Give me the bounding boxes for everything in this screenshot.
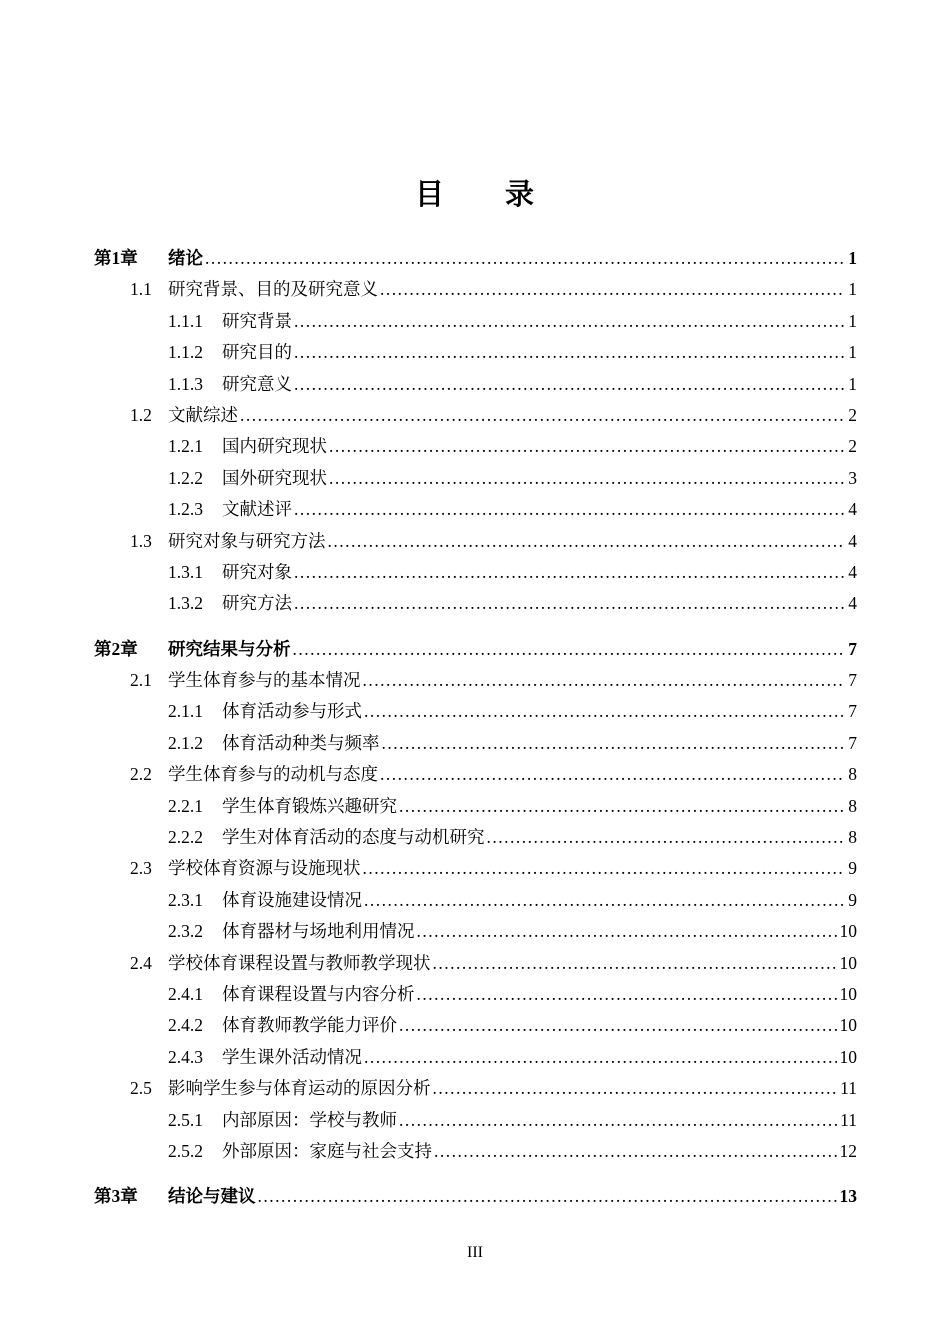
toc-entry-page: 10	[839, 983, 857, 1004]
toc-entry-number: 1.2	[130, 404, 152, 425]
toc-entry-page: 10	[839, 952, 857, 973]
toc-entry-label: 研究对象	[222, 561, 292, 582]
toc-entry	[94, 728, 857, 759]
toc-entry-number: 2.1.1	[168, 701, 203, 722]
dot-leader	[433, 1073, 838, 1104]
toc-entry	[94, 557, 857, 588]
toc-entry-page: 11	[840, 1078, 857, 1099]
toc-entry-number: 2.5	[130, 1078, 152, 1099]
toc-entry-number: 2.4	[130, 952, 152, 973]
toc-entry	[94, 588, 857, 619]
toc-entry-number: 2.3.2	[168, 921, 203, 942]
toc-entry	[94, 400, 857, 431]
dot-leader	[294, 306, 845, 337]
toc-entry-label: 研究背景	[222, 310, 292, 331]
toc-entry-label: 体育器材与场地利用情况	[222, 921, 415, 942]
dot-leader	[258, 1181, 837, 1212]
dot-leader	[380, 274, 845, 305]
toc-entry-label: 研究背景、目的及研究意义	[168, 279, 378, 300]
toc-entry	[94, 306, 857, 337]
toc-entry-page: 7	[848, 732, 857, 753]
toc-entry	[94, 494, 857, 525]
toc-entry	[94, 431, 857, 462]
toc-entry-label: 研究结果与分析	[168, 638, 291, 659]
toc-entry-page: 4	[848, 593, 857, 614]
toc-entry-page: 4	[848, 530, 857, 551]
toc-entry-number: 2.4.2	[168, 1015, 203, 1036]
toc-entry-label: 研究目的	[222, 342, 292, 363]
toc-entry	[94, 1105, 857, 1136]
dot-leader	[364, 696, 845, 727]
toc-entry	[94, 634, 857, 665]
dot-leader	[240, 400, 845, 431]
toc-entry	[94, 1042, 857, 1073]
toc-entry-page: 1	[848, 373, 857, 394]
toc-entry	[94, 979, 857, 1010]
toc-entry-page: 12	[839, 1140, 857, 1161]
toc-entry-number: 1.3.1	[168, 561, 203, 582]
toc-entry-number: 2.5.1	[168, 1109, 203, 1130]
dot-leader	[487, 822, 846, 853]
toc-entry-label: 研究方法	[222, 593, 292, 614]
toc-entry-number: 2.2.2	[168, 827, 203, 848]
toc-entry-label: 体育活动参与形式	[222, 701, 362, 722]
toc-entry-number: 1.1	[130, 279, 152, 300]
toc-entry	[94, 696, 857, 727]
dot-leader	[364, 885, 845, 916]
toc-entry-label: 学校体育课程设置与教师教学现状	[168, 952, 431, 973]
toc-entry-label: 学生体育参与的基本情况	[168, 670, 361, 691]
toc-entry-number: 2.3.1	[168, 889, 203, 910]
toc-entry-page: 13	[839, 1186, 857, 1207]
toc-entry-label: 研究意义	[222, 373, 292, 394]
toc-entry-number: 1.1.1	[168, 310, 203, 331]
dot-leader	[399, 1105, 837, 1136]
toc-entry-page: 1	[848, 310, 857, 331]
toc-entry-label: 绪论	[168, 248, 203, 268]
toc-entry-number: 第3章	[94, 1186, 138, 1207]
toc-entry-label: 体育活动种类与频率	[222, 732, 380, 753]
toc-entry-number: 2.1	[130, 670, 152, 691]
dot-leader	[417, 979, 837, 1010]
toc-entry-label: 学校体育资源与设施现状	[168, 858, 361, 879]
toc-entry-page: 7	[848, 701, 857, 722]
toc-entry-label: 学生体育参与的动机与态度	[168, 764, 378, 785]
dot-leader	[329, 463, 845, 494]
toc-entry	[94, 1010, 857, 1041]
toc-entry	[94, 526, 857, 557]
toc-entry-number: 2.3	[130, 858, 152, 879]
toc-entry	[94, 1073, 857, 1104]
toc-entry-label: 文献综述	[168, 404, 238, 425]
dot-leader	[329, 431, 845, 462]
toc-entry-number: 1.3.2	[168, 593, 203, 614]
dot-leader	[328, 526, 846, 557]
toc-entry	[94, 759, 857, 790]
toc-entry	[94, 885, 857, 916]
toc-entry-number: 2.2.1	[168, 795, 203, 816]
toc-entry-page: 8	[848, 795, 857, 816]
toc-entry-page: 1	[848, 248, 857, 268]
dot-leader	[294, 494, 845, 525]
toc-entry-label: 学生课外活动情况	[222, 1046, 362, 1067]
toc-entry-page: 1	[848, 342, 857, 363]
dot-leader	[294, 369, 845, 400]
page-title: 目 录	[414, 179, 535, 211]
toc-entry-page: 11	[840, 1109, 857, 1130]
toc-entry-number: 2.2	[130, 764, 152, 785]
dot-leader	[363, 853, 846, 884]
dot-leader	[399, 1010, 837, 1041]
toc-entry-number: 1.1.3	[168, 373, 203, 394]
dot-leader	[294, 557, 845, 588]
toc-entry-label: 影响学生参与体育运动的原因分析	[168, 1078, 431, 1099]
toc-entry-number: 2.4.1	[168, 983, 203, 1004]
dot-leader	[399, 791, 845, 822]
toc-entry-page: 2	[848, 436, 857, 457]
dot-leader	[433, 948, 837, 979]
toc-entry	[94, 1136, 857, 1167]
toc-entry-number: 1.2.3	[168, 499, 203, 520]
toc-entry-label: 研究对象与研究方法	[168, 530, 326, 551]
toc-entry-page: 7	[848, 670, 857, 691]
dot-leader	[364, 1042, 837, 1073]
toc-entry	[94, 243, 857, 274]
toc-entry	[94, 337, 857, 368]
page-number-footer: III	[467, 1244, 483, 1261]
toc-entry-number: 1.2.1	[168, 436, 203, 457]
toc-entry-label: 学生对体育活动的态度与动机研究	[222, 827, 485, 848]
toc-entry-number: 2.4.3	[168, 1046, 203, 1067]
toc-entry-page: 4	[848, 499, 857, 520]
toc-entry	[94, 916, 857, 947]
toc-entry	[94, 853, 857, 884]
toc-entry-label: 结论与建议	[168, 1186, 256, 1207]
dot-leader	[294, 337, 845, 368]
toc-entry-page: 9	[848, 889, 857, 910]
table-of-contents	[0, 243, 950, 1213]
toc-entry	[94, 369, 857, 400]
toc-entry	[94, 274, 857, 305]
toc-entry-number: 第2章	[94, 638, 138, 659]
toc-entry-label: 文献述评	[222, 499, 292, 520]
dot-leader	[294, 588, 845, 619]
dot-leader	[205, 243, 845, 274]
toc-entry-page: 1	[848, 279, 857, 300]
dot-leader	[382, 728, 846, 759]
toc-entry	[94, 463, 857, 494]
toc-entry-number: 2.1.2	[168, 732, 203, 753]
toc-entry-label: 体育设施建设情况	[222, 889, 362, 910]
toc-entry-number: 1.2.2	[168, 467, 203, 488]
toc-entry-page: 9	[848, 858, 857, 879]
toc-entry-page: 4	[848, 561, 857, 582]
toc-entry	[94, 1181, 857, 1212]
toc-entry-label: 学生体育锻炼兴趣研究	[222, 795, 397, 816]
toc-entry-label: 内部原因：学校与教师	[222, 1109, 397, 1130]
toc-entry-label: 外部原因：家庭与社会支持	[222, 1140, 432, 1161]
toc-entry-label: 国内研究现状	[222, 436, 327, 457]
toc-entry-label: 国外研究现状	[222, 467, 327, 488]
toc-entry-page: 10	[839, 1015, 857, 1036]
toc-entry-page: 8	[848, 764, 857, 785]
toc-entry-number: 第1章	[94, 248, 138, 268]
dot-leader	[293, 634, 846, 665]
toc-entry-page: 2	[848, 404, 857, 425]
toc-entry-label: 体育课程设置与内容分析	[222, 983, 415, 1004]
toc-entry-number: 1.3	[130, 530, 152, 551]
toc-entry-page: 10	[839, 1046, 857, 1067]
toc-entry	[94, 822, 857, 853]
dot-leader	[417, 916, 837, 947]
dot-leader	[434, 1136, 837, 1167]
toc-entry-number: 2.5.2	[168, 1140, 203, 1161]
toc-entry	[94, 665, 857, 696]
toc-entry-page: 3	[848, 467, 857, 488]
dot-leader	[363, 665, 846, 696]
toc-entry-page: 8	[848, 827, 857, 848]
toc-entry-page: 10	[839, 921, 857, 942]
toc-entry	[94, 948, 857, 979]
toc-entry-label: 体育教师教学能力评价	[222, 1015, 397, 1036]
toc-entry-page: 7	[848, 638, 857, 659]
toc-entry-number: 1.1.2	[168, 342, 203, 363]
dot-leader	[380, 759, 845, 790]
toc-entry	[94, 791, 857, 822]
